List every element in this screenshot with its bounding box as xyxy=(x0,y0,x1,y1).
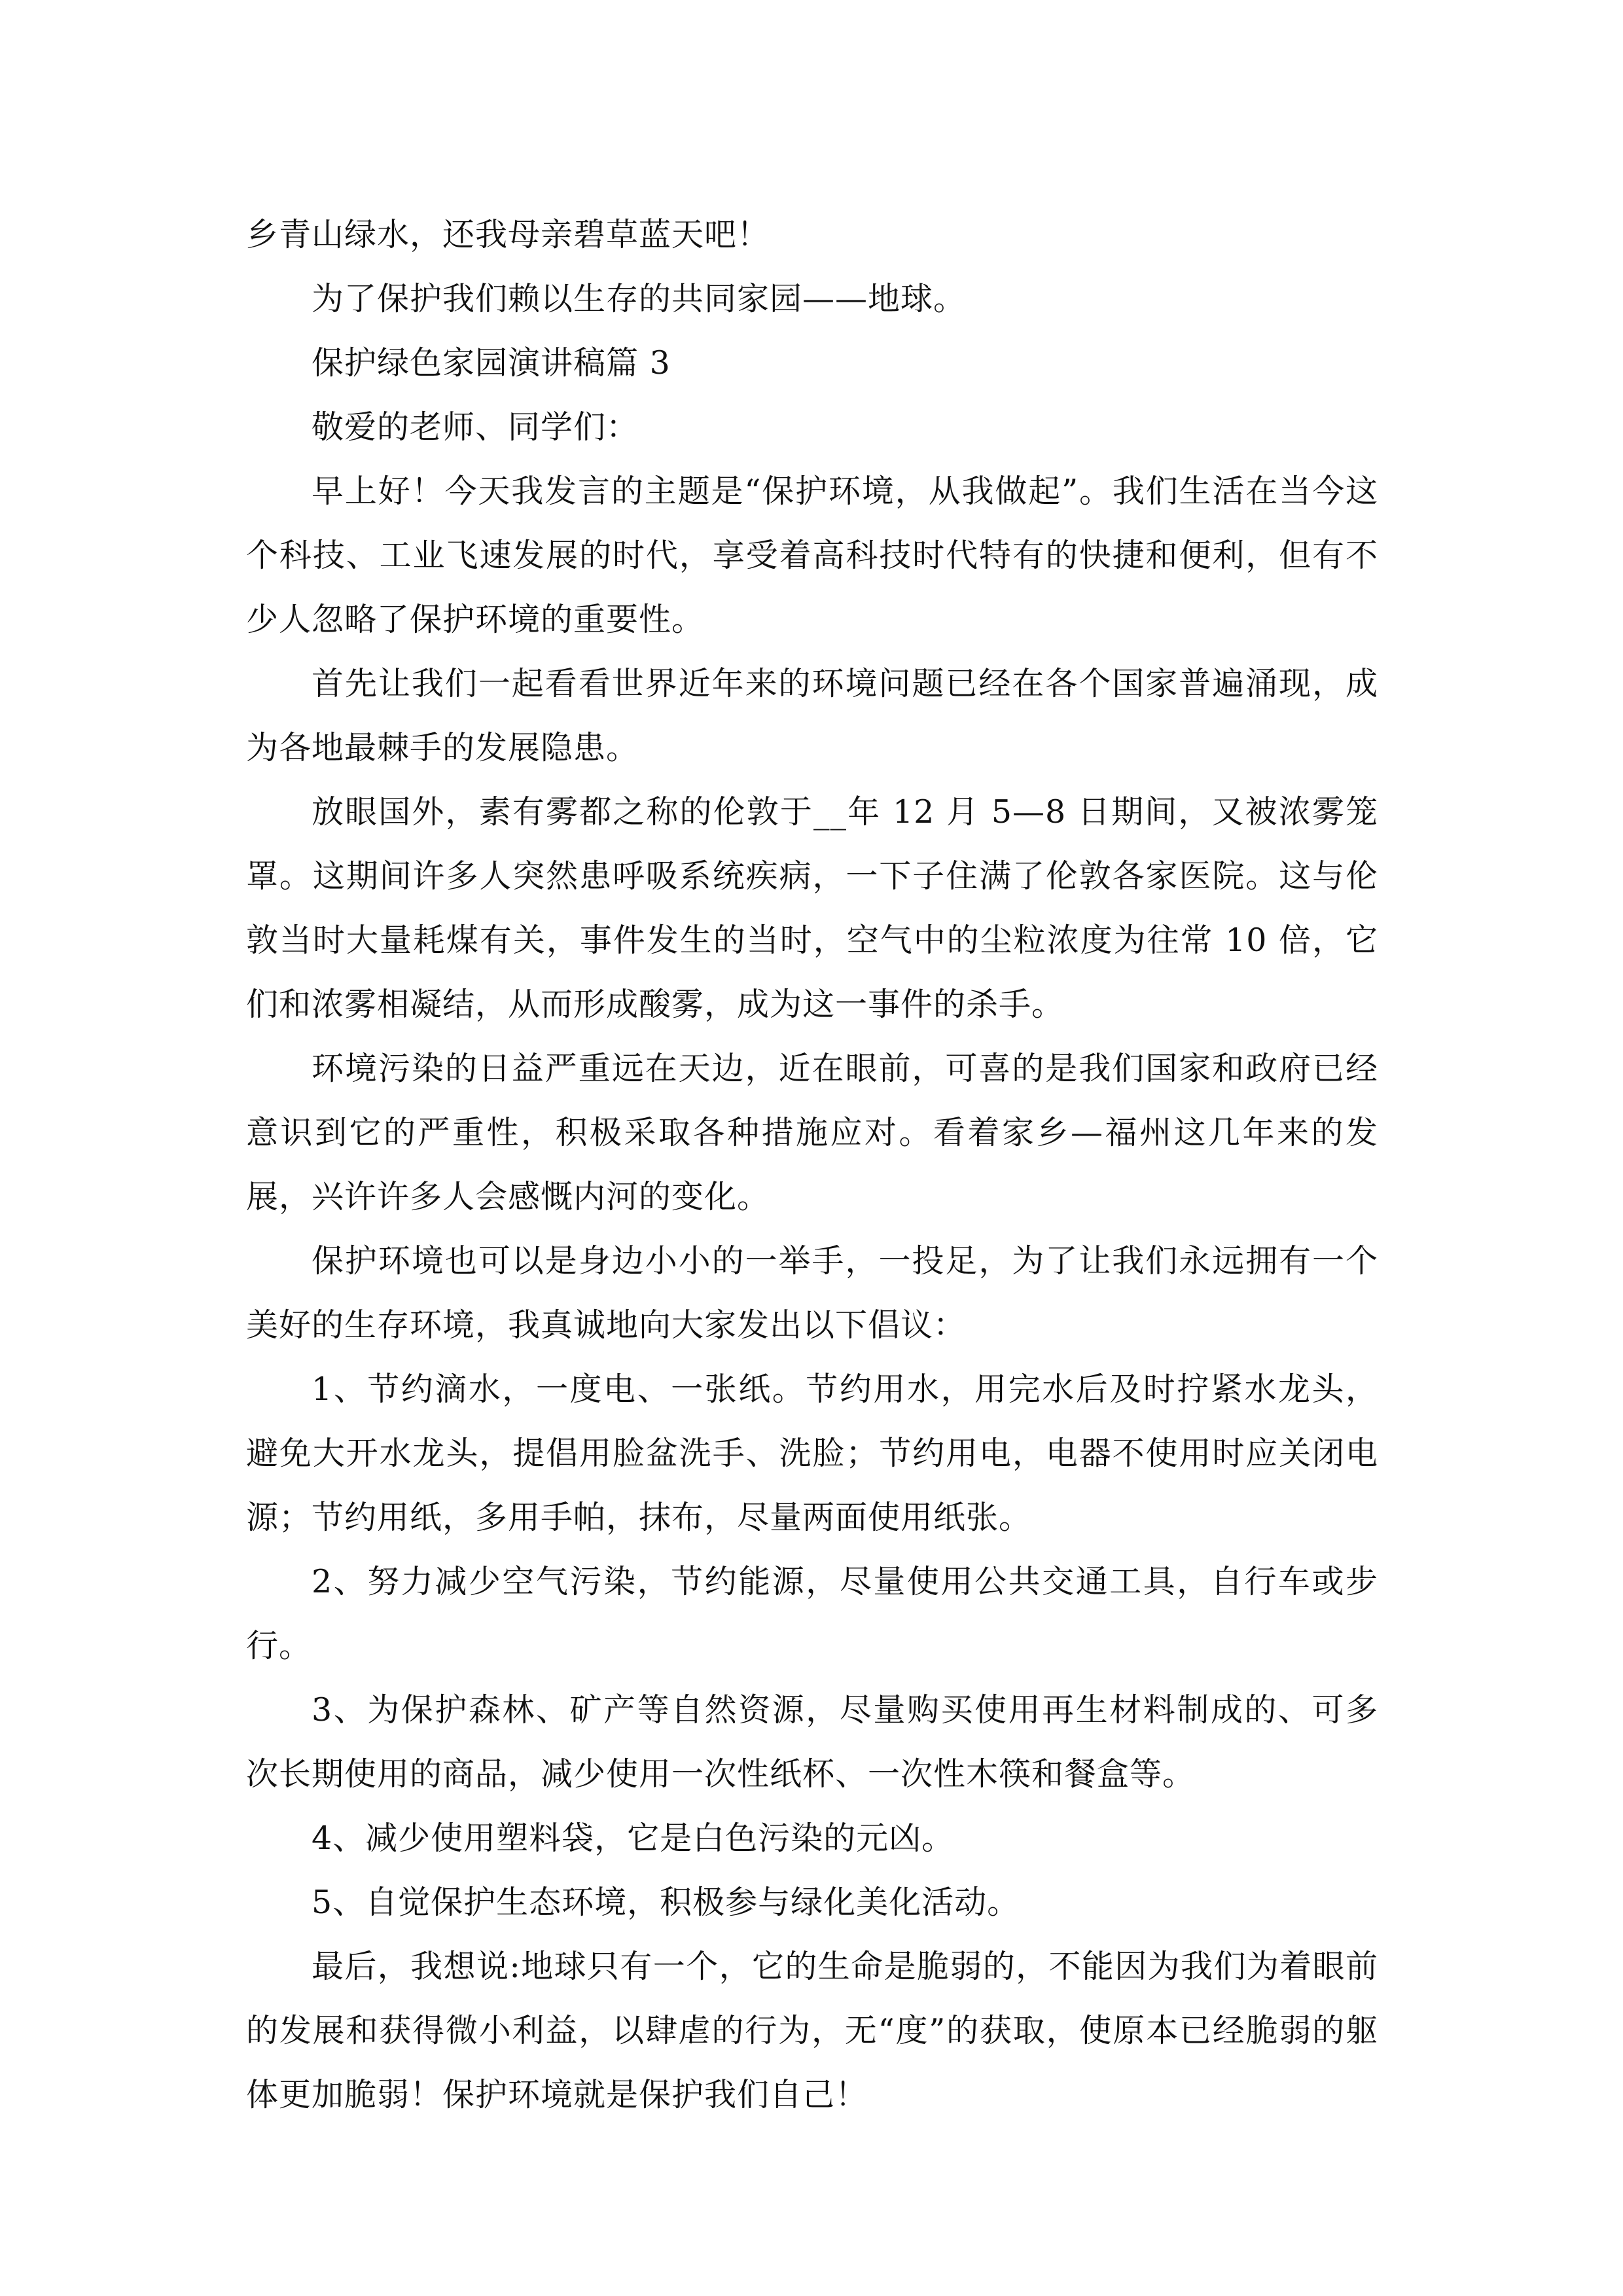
paragraph-local-change: 环境污染的日益严重远在天边，近在眼前，可喜的是我们国家和政府已经意识到它的严重性，积极采取各种措施应对。看着家乡—福州这几年来的发展，兴许许多人会感慨内河的变化。 xyxy=(246,1050,1378,1215)
proposal-item-5: 5、自觉保护生态环境，积极参与绿化美化活动。 xyxy=(312,1884,1020,1921)
proposal-item-1: 1、节约滴水，一度电、一张纸。节约用水，用完水后及时拧紧水龙头，避免大开水龙头，提倡用脸盆洗手、洗脸；节约用电，电器不使用时应关闭电源；节约用纸，多用手帕，抹布，尽量两面使用纸张。 xyxy=(246,1371,1378,1536)
paragraph-intro: 早上好！今天我发言的主题是“保护环境，从我做起”。我们生活在当今这个科技、工业飞速发展的时代，享受着高科技时代特有的快捷和便利，但有不少人忽略了保护环境的重要性。 xyxy=(246,473,1378,638)
salutation: 敬爱的老师、同学们： xyxy=(312,408,639,446)
paragraph-conclusion: 最后，我想说:地球只有一个，它的生命是脆弱的，不能因为我们为着眼前的发展和获得微小利益，以肆虐的行为，无“度”的获取，使原本已经脆弱的躯体更加脆弱！保护环境就是保护我们自己！ xyxy=(246,1948,1378,2113)
proposal-item-2: 2、努力减少空气污染，节约能源，尽量使用公共交通工具，自行车或步行。 xyxy=(246,1563,1378,1664)
paragraph-continuation: 乡青山绿水，还我母亲碧草蓝天吧！ xyxy=(246,216,770,253)
paragraph-proposal-intro: 保护环境也可以是身边小小的一举手，一投足，为了让我们永远拥有一个美好的生存环境，我真诚地向大家发出以下倡议： xyxy=(246,1242,1378,1344)
proposal-item-4: 4、减少使用塑料袋，它是白色污染的元凶。 xyxy=(312,1820,955,1857)
paragraph-london-fog: 放眼国外，素有雾都之称的伦敦于__年 12 月 5—8 日期间，又被浓雾笼罩。这期间许多人突然患呼吸系统疾病，一下子住满了伦敦各家医院。这与伦敦当时大量耗煤有关，事件发生的当时，空气中的尘粒浓度为往常 10 倍，它们和浓雾相凝结，从而形成酸雾，成为这一事件的杀手。 xyxy=(246,793,1378,1023)
proposal-item-3: 3、为保护森林、矿产等自然资源，尽量购买使用再生材料制成的、可多次长期使用的商品，减少使用一次性纸杯、一次性木筷和餐盒等。 xyxy=(246,1691,1378,1793)
paragraph-earth-home: 为了保护我们赖以生存的共同家园——地球。 xyxy=(312,280,967,317)
section-heading: 保护绿色家园演讲稿篇 3 xyxy=(312,344,671,382)
paragraph-world-issues: 首先让我们一起看看世界近年来的环境问题已经在各个国家普遍涌现，成为各地最棘手的发展隐患。 xyxy=(246,665,1378,766)
document-page xyxy=(246,203,1378,2127)
